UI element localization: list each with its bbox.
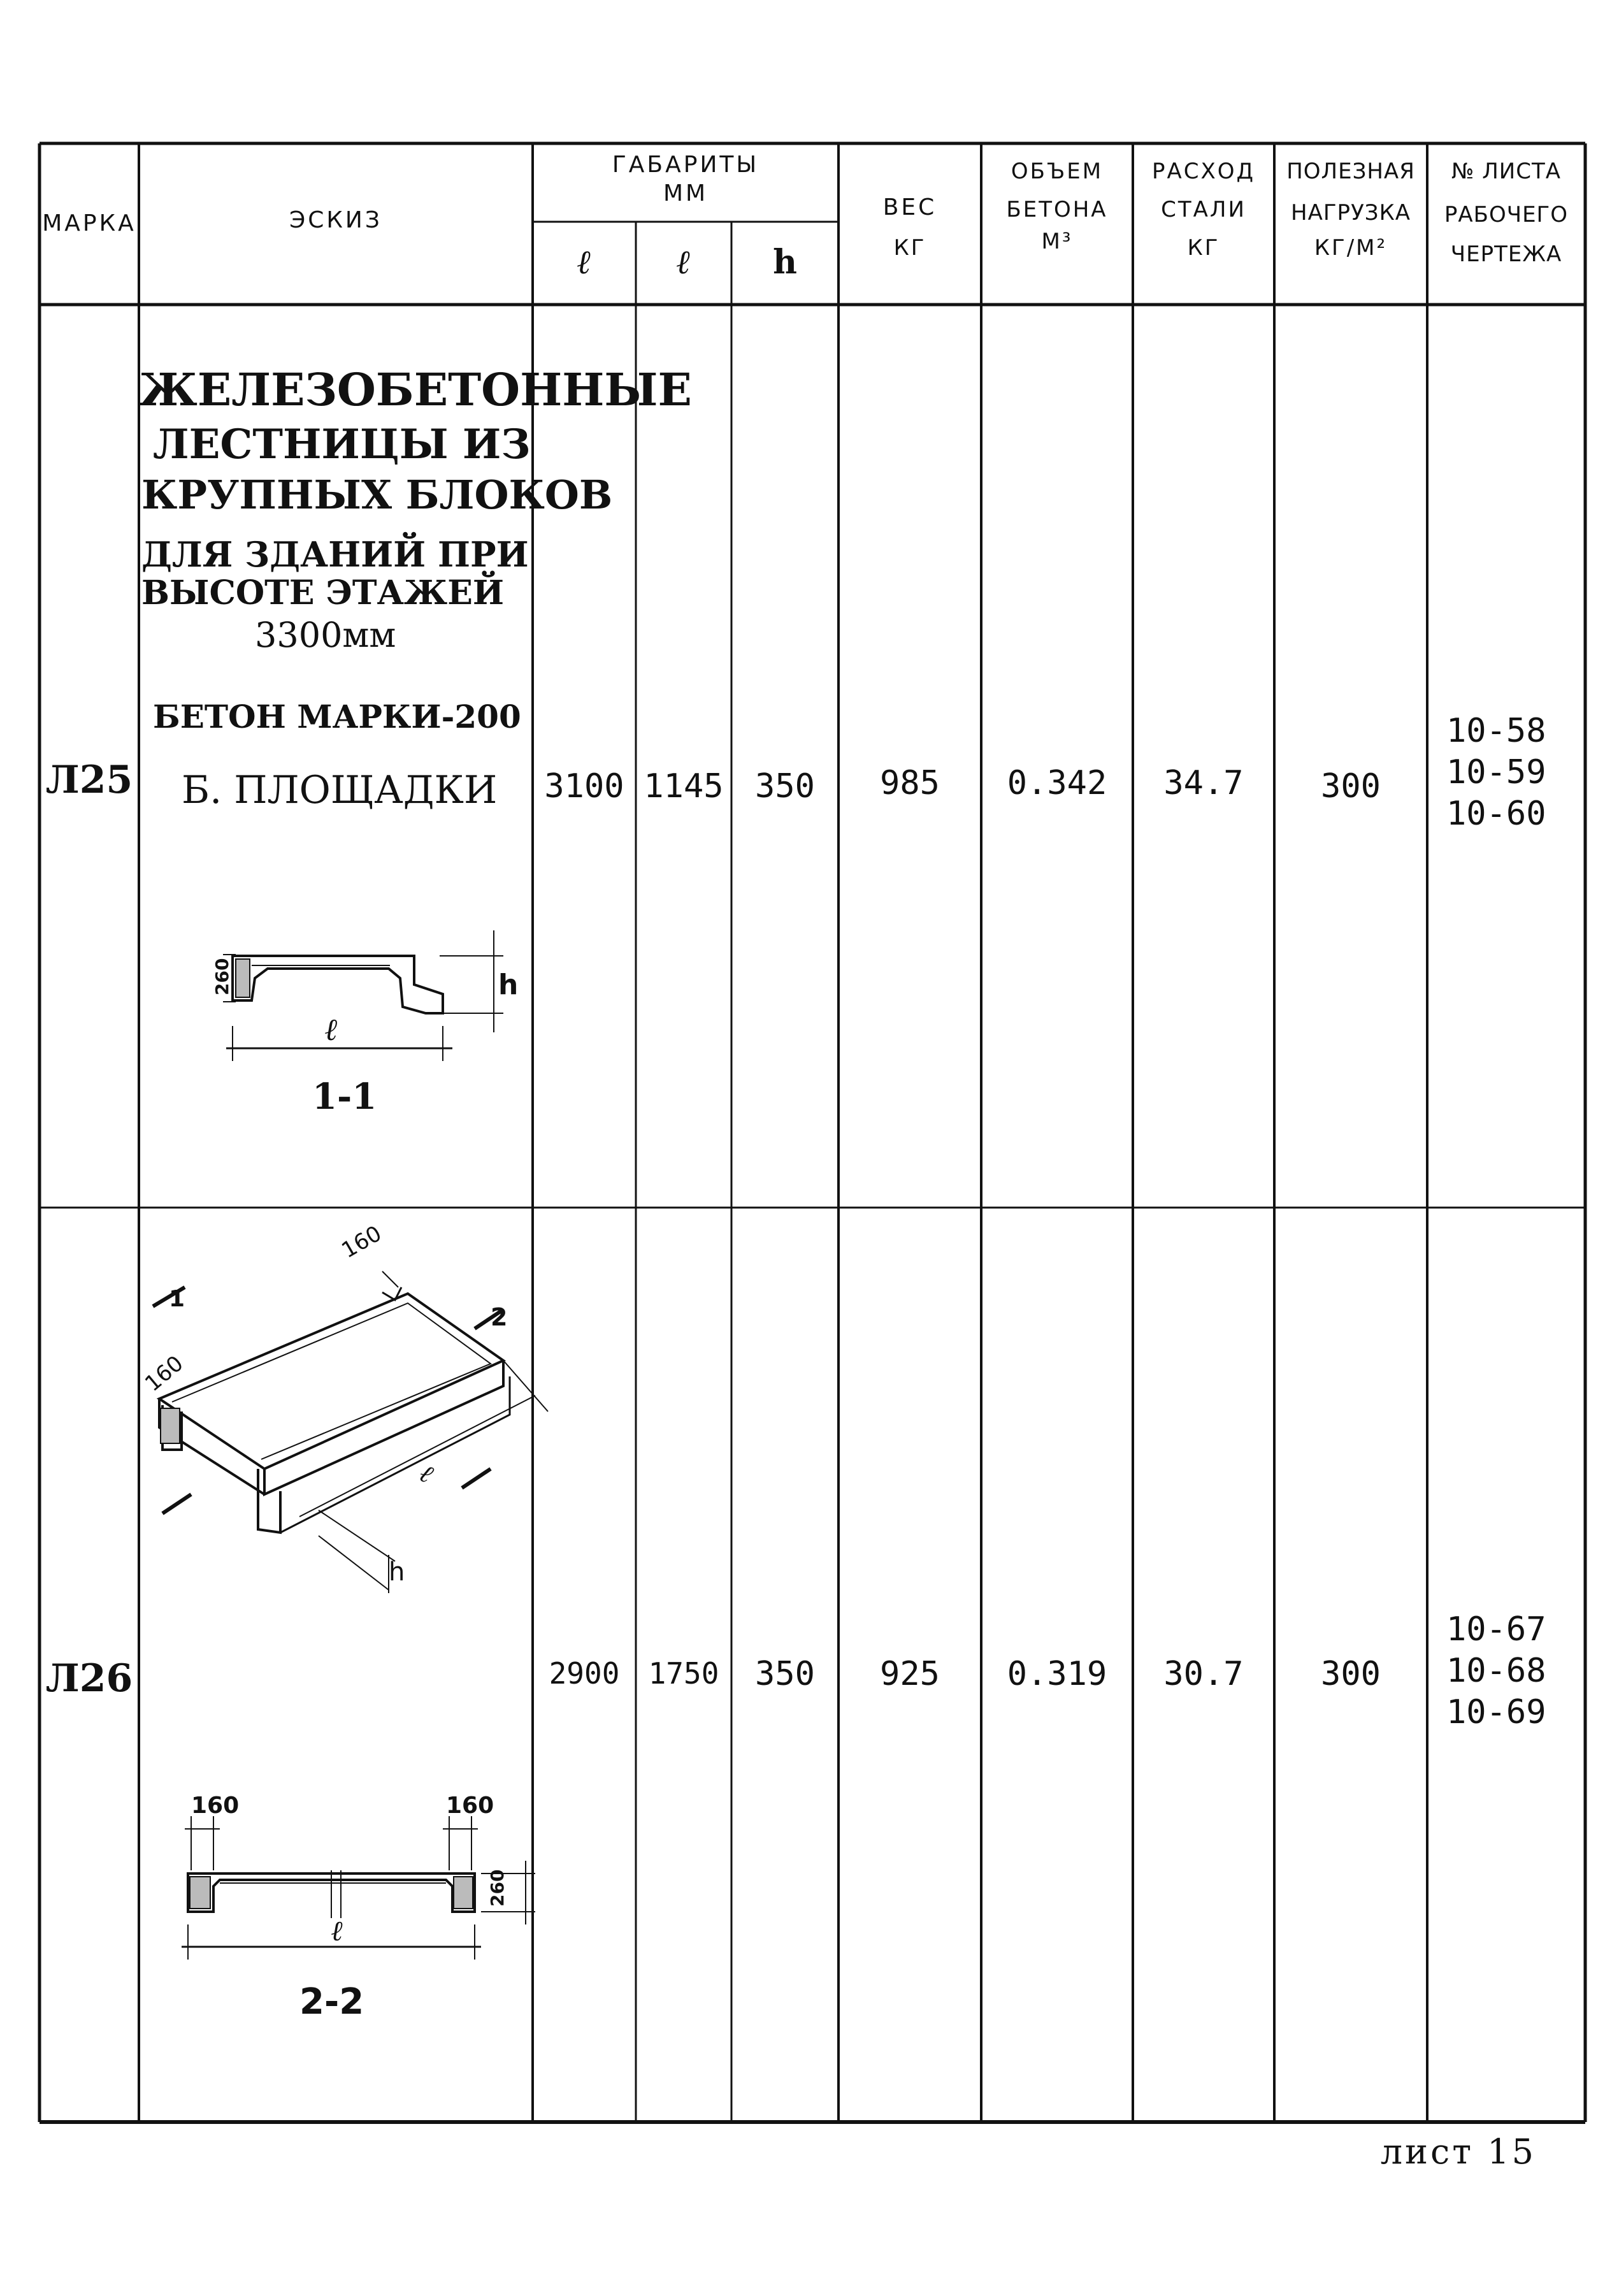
- header-eskiz: ЭСКИЗ: [289, 207, 382, 233]
- iso-dim-160-top: 160: [337, 1220, 386, 1264]
- header-h: h: [773, 243, 797, 282]
- header-list-3: ЧЕРТЕЖА: [1450, 242, 1562, 267]
- title-line-8: Б. ПЛОЩАДКИ: [182, 768, 498, 812]
- header-ves: ВЕС: [882, 194, 937, 220]
- header-rashod-unit: КГ: [1187, 235, 1220, 261]
- row-2-h: 350: [755, 1655, 815, 1693]
- row-1-load: 300: [1321, 767, 1381, 805]
- row-2-sheet-3: 10-69: [1446, 1693, 1546, 1731]
- row-1-sheet-3: 10-60: [1446, 795, 1546, 833]
- title-line-6: 3300мм: [255, 615, 396, 655]
- section-2-2-dim-160-right: 160: [446, 1793, 494, 1819]
- section-1-1-label: 1-1: [312, 1076, 377, 1118]
- header-obem-2: БЕТОНА: [1006, 197, 1108, 222]
- header-gabarity-unit: ММ: [663, 180, 709, 206]
- row-2-mark: Л26: [45, 1656, 133, 1701]
- iso-dim-160-left: 160: [140, 1350, 189, 1397]
- header-ves-unit: КГ: [893, 235, 926, 261]
- row-1-l: 3100: [544, 767, 624, 805]
- header-nagruzka-2: НАГРУЗКА: [1291, 200, 1411, 226]
- section-2-2-label: 2-2: [299, 1981, 364, 2023]
- row-1-sheet-2: 10-59: [1446, 753, 1546, 791]
- row-1-steel: 34.7: [1163, 764, 1244, 802]
- row-1-b: 1145: [644, 767, 724, 805]
- title-line-1: ЖЕЛЕЗОБЕТОННЫЕ: [139, 363, 692, 416]
- title-line-3: КРУПНЫХ БЛОКОВ: [141, 472, 613, 518]
- header-gabarity: ГАБАРИТЫ: [612, 152, 759, 178]
- sheet-number: лист 15: [1380, 2132, 1536, 2172]
- section-1-1-dim-h: h: [498, 969, 519, 1001]
- row-1-mark: Л25: [45, 758, 133, 802]
- row-1-concrete: 0.342: [1007, 764, 1107, 802]
- row-1-sheet-1: 10-58: [1446, 712, 1546, 750]
- header-nagruzka-1: ПОЛЕЗНАЯ: [1286, 159, 1415, 184]
- section-2-2-dim-260: 260: [487, 1869, 508, 1907]
- row-2-l: 2900: [549, 1656, 620, 1691]
- header-rashod-1: РАСХОД: [1151, 159, 1256, 184]
- section-2-2-dim-160-left: 160: [191, 1793, 240, 1819]
- header-list-2: РАБОЧЕГО: [1444, 202, 1569, 227]
- row-2-sheet-2: 10-68: [1446, 1652, 1546, 1690]
- row-2-concrete: 0.319: [1007, 1655, 1107, 1693]
- row-2-steel: 30.7: [1163, 1655, 1244, 1693]
- row-2-sheet-1: 10-67: [1446, 1610, 1546, 1649]
- header-obem-1: ОБЪЕМ: [1011, 159, 1104, 184]
- row-1-h: 350: [755, 767, 815, 805]
- header-list-1: № ЛИСТА: [1451, 159, 1561, 184]
- header-obem-unit: М³: [1041, 229, 1073, 254]
- header-l: ℓ: [577, 243, 592, 282]
- header-marka: МАРКА: [42, 210, 136, 236]
- title-line-4: ДЛЯ ЗДАНИЙ ПРИ: [141, 534, 529, 575]
- section-1-1-dim-b: ℓ: [325, 1012, 338, 1048]
- header-rashod-2: СТАЛИ: [1161, 197, 1246, 222]
- title-line-7: БЕТОН МАРКИ-200: [153, 698, 521, 735]
- iso-dim-l: ℓ: [414, 1458, 438, 1489]
- iso-dim-h: h: [389, 1557, 405, 1587]
- header-b: ℓ: [676, 243, 691, 282]
- iso-section-mark-2a: 2: [491, 1303, 508, 1331]
- row-2-load: 300: [1321, 1655, 1381, 1693]
- title-line-5: ВЫСОТЕ ЭТАЖЕЙ: [141, 574, 504, 612]
- section-2-2-dim-b: ℓ: [331, 1915, 343, 1947]
- row-1-weight: 985: [880, 764, 940, 802]
- row-2-weight: 925: [880, 1655, 940, 1693]
- section-1-1-dim-260: 260: [212, 958, 233, 995]
- row-2-b: 1750: [648, 1656, 719, 1691]
- iso-section-mark-1a: 1: [169, 1286, 185, 1312]
- title-line-2: ЛЕСТНИЦЫ ИЗ: [153, 421, 531, 468]
- header-nagruzka-unit: КГ/М²: [1314, 235, 1388, 261]
